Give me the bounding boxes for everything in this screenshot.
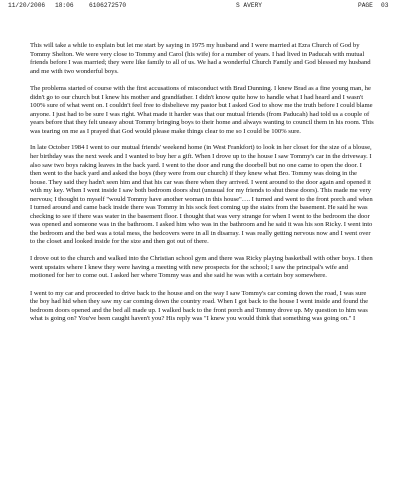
fax-page-number: 03	[381, 2, 389, 9]
paragraph-5: I went to my car and proceeded to drive back to the house and on the way I saw Tommy's car coming down the road, I was sure the boy had hid when they saw my car coming down the country road. When I got back to the house I went inside and found the bedroom doors opened and the bed all made up. I walked back to the front porch and Tommy drove up. My question to him was what is going on? You've been caught haven't you? His reply was "I knew you would think that something was going on." I	[30, 289, 369, 323]
fax-header	[0, 0, 400, 12]
fax-date: 11/20/2006	[8, 2, 46, 9]
paragraph-2: The problems started of course with the first accusations of misconduct with Brad Dunning. I knew Brad as a fine young man, he didn't go to our church but I knew his mother and grandfather. I didn't know quite how to handle what I had heard and I wasn't 100% sure of what went on. I couldn't feel free to disbelieve my pastor but I asked God to show me the truth before I could blame anyone. I just had to be sure I was right. What made it harder was that our mutual friends (from Paducah) had told us a couple of years before that they felt uneasy about Tommy bringing boys to their home and always wanting to council them in his room. This was tearing on me as I prayed that God would please make things clear to me so I could be 100% sure.	[30, 85, 374, 135]
fax-time: 18:06	[55, 2, 74, 9]
letter-body	[30, 42, 374, 333]
fax-sender: S AVERY	[236, 2, 262, 9]
fax-page-label: PAGE	[358, 2, 373, 9]
paragraph-1: This will take a while to explain but let me start by saying in 1975 my husband and I were married at Ezra Church of God by Tommy Shelton. We were very close to Tommy and Carol (his wife) for a number of years. I had lived in Paducah with mutual friends before I was married; they were like family to all of us. We had a wonderful Church Family and God blessed my husband and me with two wonderful boys.	[30, 42, 371, 75]
fax-number: 6106272570	[89, 2, 127, 9]
paragraph-3: In late October 1984 I went to our mutual friends' weekend home (in West Frankfort) to look in her closet for the size of a blouse, her birthday was the next week and I wanted to buy her a gift. When I drove up to the house I saw Tommy's car in the driveway. I also saw two boys raking leaves in the back yard. I went to the door and rung the doorbell but no one came to open the door. I then went to the back yard and asked the boys (they were from our church) if they knew what Bro. Tommy was doing in the house. They said they hadn't seen him and that his car was there when they arrived. I went around to the door again and opened it with my key. When I went inside I saw both bedroom doors shut (unusual for my friends to shut these doors). This made me very nervous; I thought to myself "would Tommy have another woman in this house"…. I turned and went to the front porch and when I turned around and came back inside there was Tommy in his sock feet coming up the stairs from the basement. He said he was checking to see if there was water in the basement floor. I thought that was very strange for when I went to the bedroom the door was opened and someone was in the bathroom. I asked him who was in the bathroom and he said it was his son Ricky. I went into the bedroom and the bed was a total mess, the bedcovers were in all in disarray. I was really getting nervous now and I went over to the closet and looked inside for the size and then got out of there.	[30, 144, 373, 246]
paragraph-4: I drove out to the church and walked into the Christian school gym and there was Ricky playing basketball with other boys. I then went upstairs where I knew they were having a meeting with new prospects for the school; I saw the principal's wife and motioned for her to come out. I asked her where Tommy was and she said he was with a certain boy somewhere.	[30, 255, 373, 280]
